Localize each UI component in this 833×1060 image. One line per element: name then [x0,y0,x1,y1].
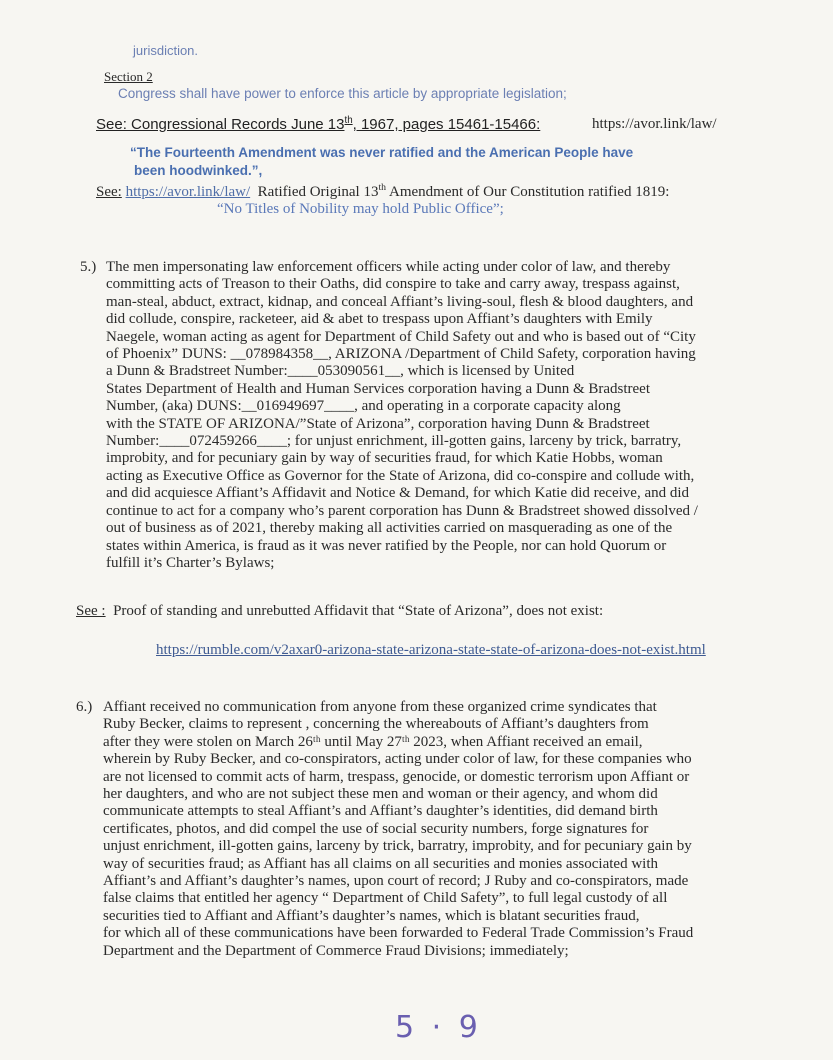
congress-text: Congress shall have power to enforce this article by appropriate legislation; [118,86,567,101]
handwritten-page-number: 5 · 9 [395,1010,482,1045]
quote-line-1: “The Fourteenth Amendment was never ratified and the American People have [130,145,634,160]
p5-line: with the STATE OF ARIZONA/”State of Arizona”, corporation having Dunn & Bradstreet [106,415,650,432]
p5-line: fulfill it’s Charter’s Bylaws; [106,554,275,571]
congressional-records-citation [96,116,540,133]
cr-prefix: See: Congressional Records June 13 [96,116,345,133]
p5-line: committing acts of Treason to their Oaths, did conspire to take and carry away, trespass against, [106,276,680,293]
p6-line: communicate attempts to steal Affiant’s and Affiant’s daughter’s identities, did demand birth [103,803,658,820]
see-proof-line [76,603,603,620]
p5-line: did collude, conspire, racketeer, aid & abet to trespass upon Affiant’s daughters with Emily [106,311,653,328]
p6-line: for which all of these communications have been forwarded to Federal Trade Commission’s Fraud [103,925,694,942]
nobility-quote: “No Titles of Nobility may hold Public Office”; [217,201,504,217]
avor-link-1[interactable]: https://avor.link/law/ [592,116,717,132]
section-heading: Section 2 [104,69,153,84]
p6-line: certificates, photos, and did compel the use of social security numbers, forge signatures for [103,820,649,837]
p6-line: are not licensed to commit acts of harm, trespass, genocide, or domestic terrorism upon Affiant or [103,768,690,785]
p6-line: her daughters, and who are not subject these men and woman or their agency, and whom did [103,786,658,803]
p5-line: man-steal, abduct, extract, kidnap, and conceal Affiant’s living-soul, flesh & blood daughters, and [106,293,694,310]
p6-line: unjust enrichment, ill-gotten gains, larceny by trick, barratry, improbity, and for pecuniary gain by [103,838,692,855]
p5-line: Number, (aka) DUNS:__016949697____, and operating in a corporate capacity along [106,398,621,415]
p5-line: acting as Executive Office as Governor for the State of Arizona, did co-conspire and collude with, [106,467,695,484]
p6-line: Department and the Department of Commerce Fraud Divisions; immediately; [103,942,569,959]
p5-line: states within America, is fraud as it was never ratified by the People, nor can hold Quorum or [106,537,667,554]
p5-line: continue to act for a company who’s parent corporation has Dunn & Bradstreet showed dissolved / [106,502,698,519]
see-ratified-line [96,184,669,201]
fourteenth-amendment-quote [130,144,730,180]
p5-line: States Department of Health and Human Services corporation having a Dunn & Bradstreet [106,380,651,397]
ratified-sup: th [378,182,387,193]
p5-line: improbity, and for pecuniary gain by way of securities fraud, for which Katie Hobbs, woman [106,450,663,467]
jurisdiction-text: jurisdiction. [133,43,199,58]
paragraph-6 [103,699,693,960]
p5-line: out of business as of 2021, thereby making all activities carried on masquerading as one of the [106,520,673,537]
p6-line: securities tied to Affiant and Affiant’s daughter’s names, which is blatant securities fraud, [103,907,640,924]
ratified-text-a: Ratified Original 13 [257,184,379,200]
p5-line: a Dunn & Bradstreet Number:____053090561__, which is licensed by United [106,363,575,380]
avor-link-2[interactable]: https://avor.link/law/ [125,184,251,200]
p5-line: The men impersonating law enforcement officers while acting under color of law, and thereby [106,259,671,275]
paragraph-5 [106,259,698,572]
p5-line: and did acquiesce Affiant’s Affidavit and Notice & Demand, for which Katie did receive, and did [106,485,690,502]
p6-line: Affiant received no communication from anyone from these organized crime syndicates that [103,699,657,715]
see-label: See: [96,184,122,200]
p5-line: of Phoenix” DUNS: __078984358__, ARIZONA /Department of Child Safety, corporation having [106,346,696,363]
proof-text: Proof of standing and unrebutted Affidavit that “State of Arizona”, does not exist: [113,603,604,619]
cr-suffix: , 1967, pages 15461-15466: [352,116,541,133]
quote-line-2: been hoodwinked.”, [134,163,263,178]
paragraph-5-number: 5.) [80,259,97,275]
p5-line: Number:____072459266____; for unjust enrichment, ill-gotten gains, larceny by trick, barratry, [106,433,682,450]
paragraph-6-number: 6.) [76,699,93,715]
p6-line: Ruby Becker, claims to represent , concerning the whereabouts of Affiant’s daughters from [103,716,649,733]
p5-line: Naegele, woman acting as agent for Department of Child Safety out and who is based out of “City [106,328,696,345]
cr-sup: th [344,115,353,126]
p6-line: false claims that entitled her agency “ Department of Child Safety”, to full legal custody of all [103,890,668,907]
ratified-text-b: Amendment of Our Constitution ratified 1819: [389,184,670,200]
p6-line: wherein by Ruby Becker, and co-conspirators, acting under color of law, for these companies who [103,751,692,768]
p6-line: way of securities fraud; as Affiant has all claims on all securities and monies associated with [103,855,658,872]
p6-line: Affiant’s and Affiant’s daughter’s names, upon court of record; J Ruby and co-conspirators, made [103,873,689,890]
p6-line: after they were stolen on March 26ᵗʰ until May 27ᵗʰ 2023, when Affiant received an email, [103,733,643,750]
rumble-link[interactable]: https://rumble.com/v2axar0-arizona-state-arizona-state-state-of-arizona-does-not-exist.html [156,642,706,658]
see-label-2: See : [76,603,106,619]
